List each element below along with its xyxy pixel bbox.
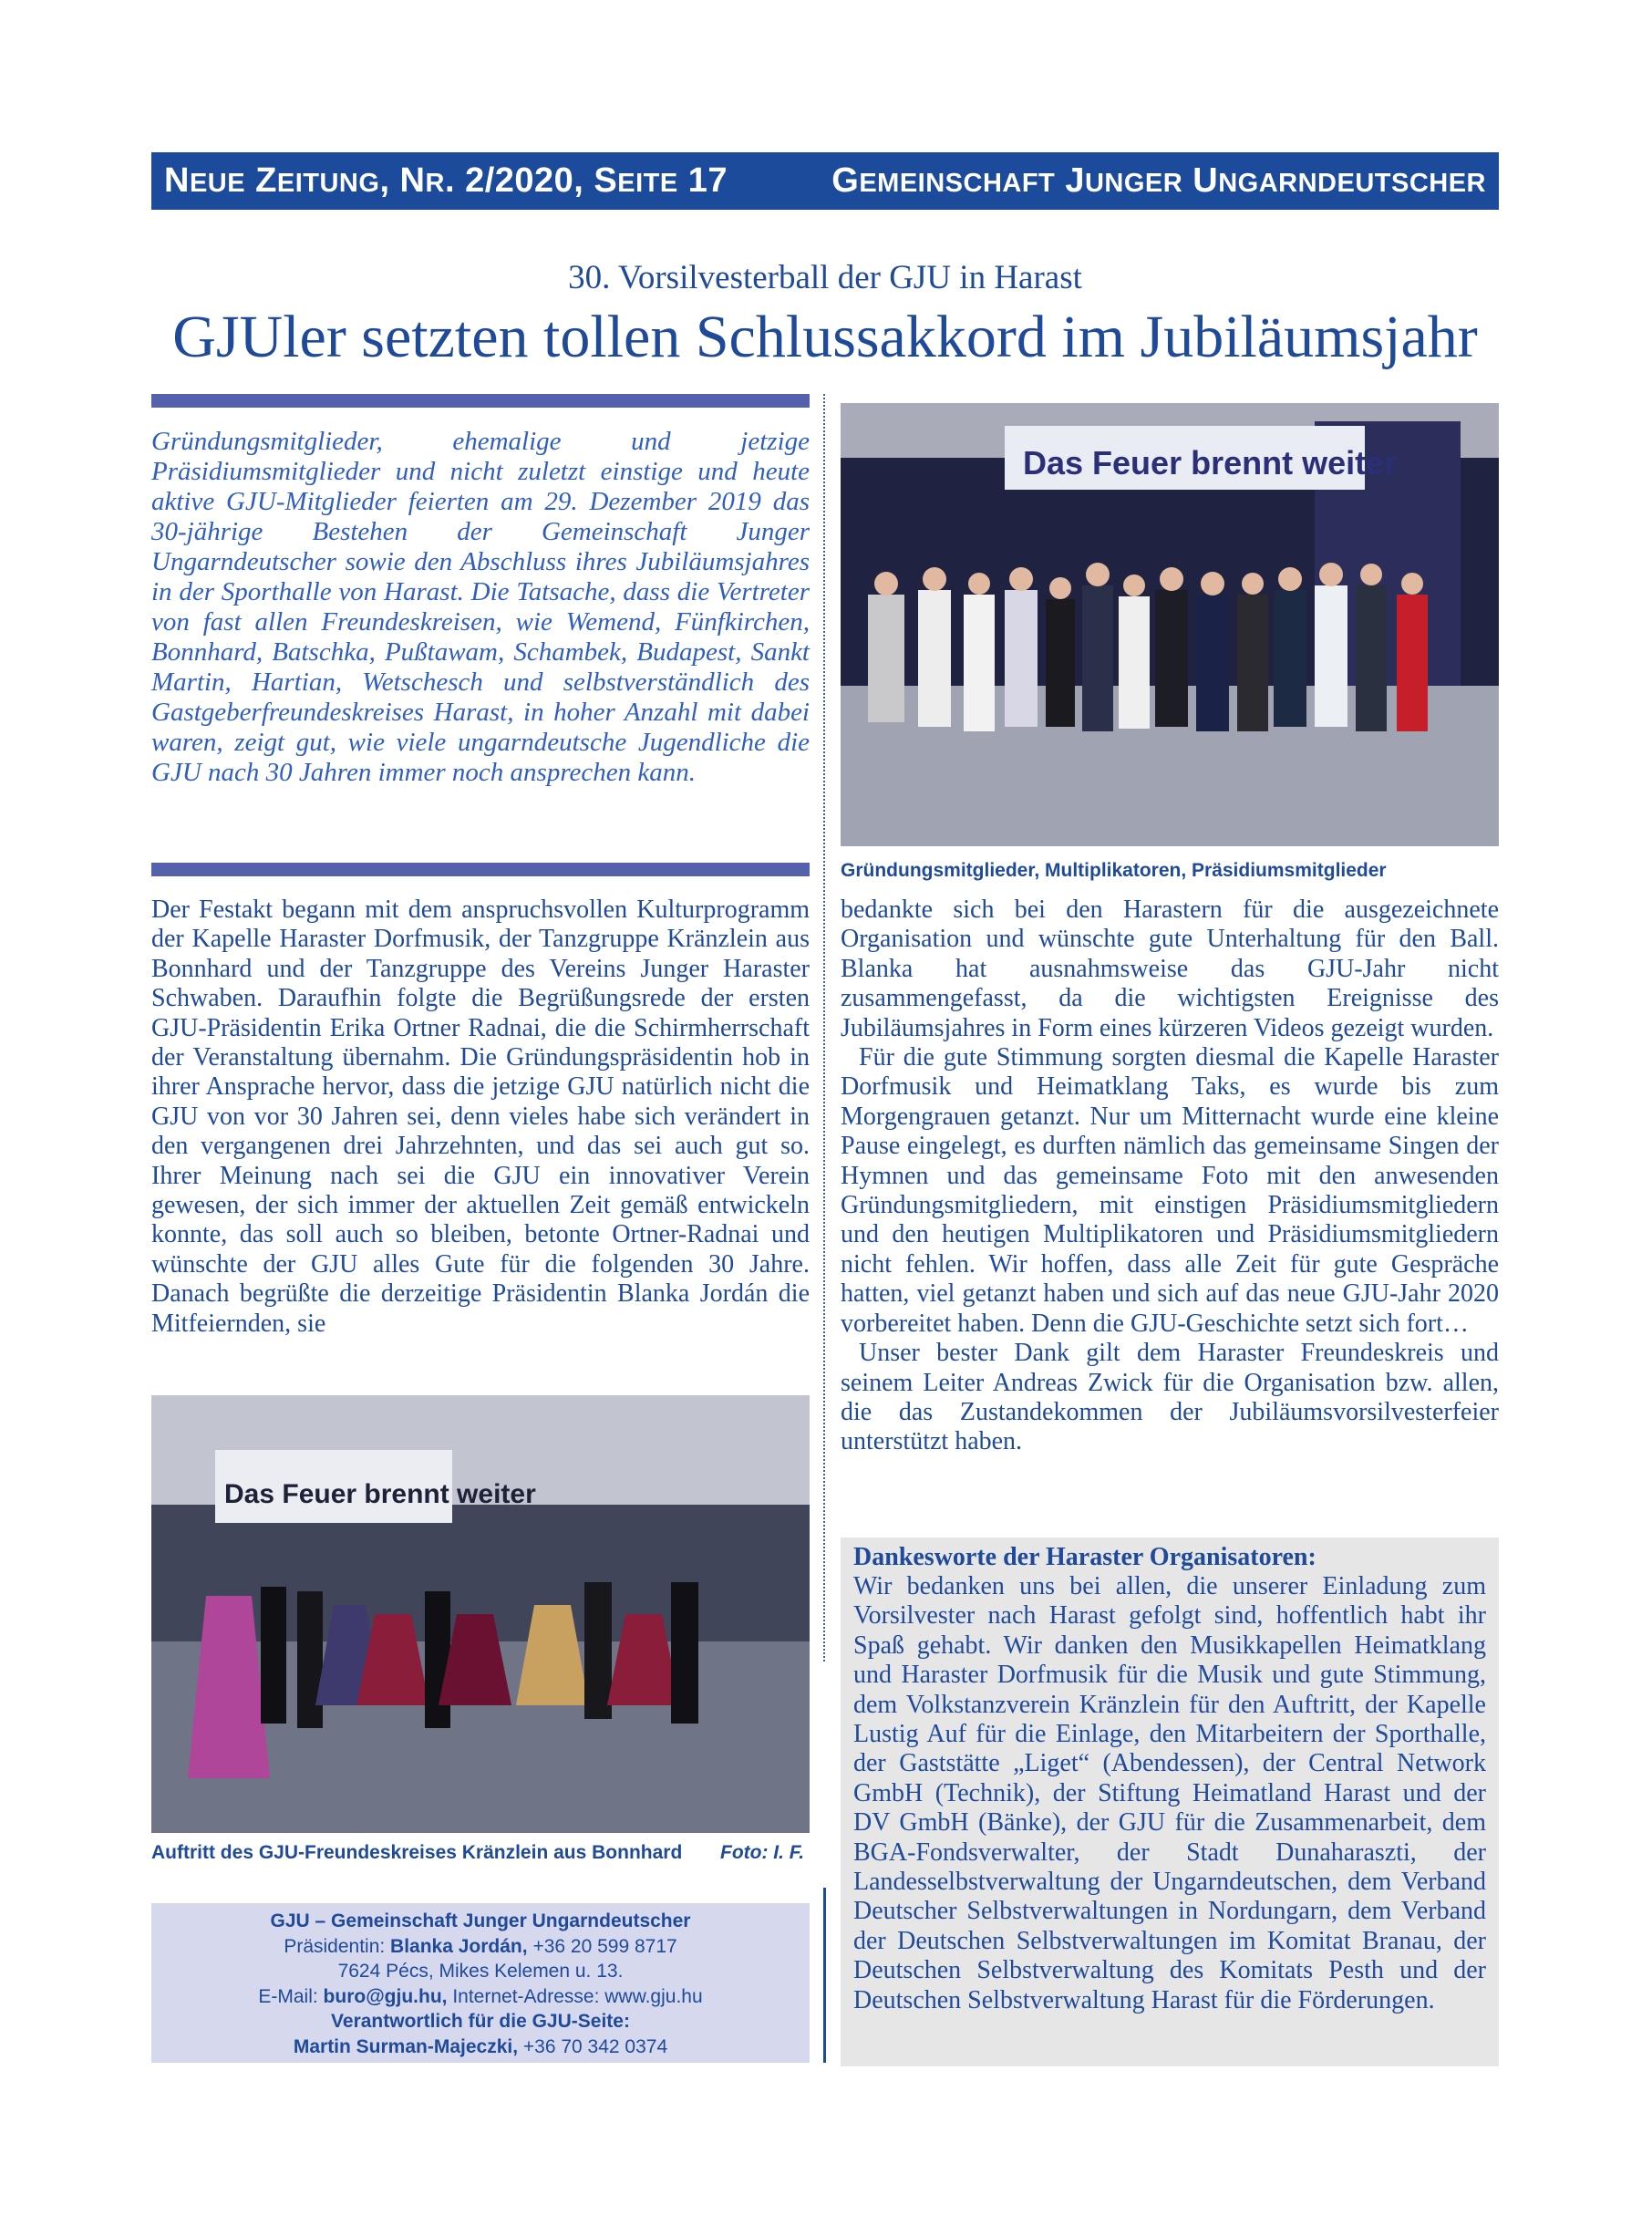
sc-small: NGARNDEUTSCHER [1218, 169, 1486, 198]
sc-letter: Z [245, 161, 277, 200]
article-kicker: 30. Vorsilvesterball der GJU in Harast [568, 259, 1082, 296]
contact-label: E-Mail: [258, 1985, 324, 2007]
sc-letter: . 2/2020, S [444, 161, 618, 200]
column-1-body [151, 896, 810, 1339]
group-photo-image [841, 403, 1499, 846]
contact-org-short: GJU [270, 1910, 310, 1931]
contact-phone: +36 70 342 0374 [518, 2035, 668, 2057]
thanks-title: Dankesworte der Haraster Organisatoren: [853, 1543, 1316, 1571]
sc-letter: 17 [677, 161, 728, 200]
article-headline: GJUler setzten tollen Schlussakkord im Jubiläumsjahr [172, 304, 1478, 370]
paragraph: bedankte sich bei den Harastern für die ausgezeichnete Organisation und wünschte gute Unterhaltung für den Ball. Blanka hat ausnahmsweise das GJU-Jahr nicht zusammengefasst, da die wichtigsten Ereignisse des Jubiläumsjahres in Form eines kürzeren Videos gezeigt wurden. [841, 896, 1499, 1042]
column-divider-lower [823, 1888, 826, 2063]
paragraph: Der Festakt begann mit dem anspruchsvollen Kulturprogramm der Kapelle Haraster Dorfmusik, der Tanzgruppe Kränzlein aus Bonnhard und der Tanzgruppe des Vereins Junger Haraster Schwaben. Daraufhin folgte die Begrüßungsrede der ersten GJU-Präsidentin Erika Ortner Radnai, die die Schirmherrschaft der Veranstaltung übernahm. Die Gründungspräsidentin hob in ihrer Ansprache hervor, dass die jetzige GJU natürlich nicht die GJU von vor 30 Jahren sei, denn vieles habe sich verändert in den vergangenen drei Jahrzehnten, und das sei auch gut so. Ihrer Meinung nach sei die GJU ein innovativer Verein gewesen, der sich immer der aktuellen Zeit gemäß entwickeln konnte, das soll auch so bleiben, betonte Ortner-Radnai und wünschte der GJU alles Gute für die folgenden 30 Jahre. Danach begrüßte die derzeitige Präsidentin Blanka Jordán die Mitfeiernden, sie [151, 896, 810, 1338]
paragraph: Für die gute Stimmung sorgten diesmal die Kapelle Haraster Dorfmusik und Heimatklang Taks, es wurde bis zum Morgengrauen getanzt. Nur um Mitternacht wurde eine kleine Pause eingelegt, es durften nämlich das gemeinsame Singen der Hymnen und das gemeinsame Foto mit den anwesenden Gründungsmitgliedern, mit einstigen Präsidiumsmitgliedern und den heutigen Multiplikatoren und Präsidiumsmitgliedern nicht fehlen. Wir hoffen, dass alle Zeit für gute Gespräche hatten, viel getanzt haben und sich auf das neue GJU-Jahr 2020 vorbereitet haben. Denn die GJU-Geschichte setzt sich fort… [841, 1043, 1499, 1338]
thanks-text: Wir bedanken uns bei allen, die unserer Einladung zum Vorsilvester nach Harast gefolgt sind, hoffentlich habt ihr Spaß gehabt. Wir danken den Musikkapellen Heimatklang und Haraster Dorfmusik für die Musik und gute Stimmung, dem Volkstanzverein Kränzlein für den Auftritt, der Kapelle Lustig Auf für die Einlage, den Mitarbeitern der Sporthalle, der Gaststätte „Liget“ (Abendessen), der Central Network GmbH (Technik), der Stiftung Heimatland Harast und der DV GmbH (Bänke), der GJU für die Zusammenarbeit, dem BGA-Fondsverwalter, der Stadt Dunaharaszti, der Landesselbstverwaltung der Ungarndeutschen, dem Verband Deutscher Selbstverwaltungen in Nordungarn, dem Verband der Deutschen Selbstverwaltungen im Komitat Branau, der Deutschen Selbstverwaltung des Komitats Pesth und der Deutschen Selbstverwaltung Harast für die Förderungen. [853, 1572, 1486, 2014]
section-title [831, 161, 1486, 201]
contact-name: Martin Surman-Majeczki, [293, 2035, 519, 2057]
sc-letter: G [831, 161, 860, 200]
sc-small: EITUNG [276, 169, 380, 198]
contact-email [151, 1984, 810, 2010]
dance-photo [151, 1395, 810, 1833]
group-photo-banner: Das Feuer brennt weiter [1023, 444, 1398, 481]
contact-box [151, 1903, 810, 2063]
article-intro: Gründungsmitglieder, ehemalige und jetzige Präsidiumsmitglieder und nicht zuletzt einstige und heute aktive GJU-Mitglieder feierten am 29. Dezember 2019 das 30-jährige Bestehen der Gemeinschaft Junger Ungarndeutscher sowie den Abschluss ihres Jubiläumsjahres in der Sporthalle von Harast. Die Tatsache, dass die Vertreter von fast allen Freundeskreisen, wie Wemend, Fünfkirchen, Bonnhard, Batschka, Pußtawam, Schambek, Budapest, Sankt Martin, Hartian, Wetschesch und selbstverständlich des Gastgeberfreundeskreises Harast, in hoher Anzahl mit dabei waren, zeigt gut, wie viele ungarndeutsche Jugendliche die GJU nach 30 Jahren immer noch ansprechen kann. [151, 427, 810, 787]
sc-letter: N [164, 161, 190, 200]
paragraph: Unser bester Dank gilt dem Haraster Freundeskreis und seinem Leiter Andreas Zwick für die Organisation bzw. allen, die das Zustandekommen der Jubiläumsvorsilvesterfeier unterstützt haben. [841, 1339, 1499, 1456]
contact-address: 7624 Pécs, Mikes Kelemen u. 13. [337, 1961, 624, 1982]
header-bar [151, 152, 1499, 210]
contact-org-full: – Gemeinschaft Junger Ungarndeutscher [309, 1910, 691, 1931]
dance-photo-banner: Das Feuer brennt weiter [224, 1479, 536, 1509]
email-link: buro@gju.hu, [323, 1985, 448, 2007]
contact-label: Präsidentin: [284, 1935, 391, 1957]
sc-small: EUE [189, 169, 246, 198]
sc-letter: , N [379, 161, 426, 200]
column-2-body [841, 896, 1499, 1457]
contact-responsible [151, 2034, 810, 2060]
column-divider [823, 394, 827, 1662]
sc-letter: U [1182, 161, 1219, 200]
website: Internet-Adresse: www.gju.hu [447, 1985, 703, 2007]
contact-name: Blanka Jordán, [390, 1935, 528, 1957]
group-photo-caption: Gründungsmitglieder, Multiplikatoren, Präsidiumsmitglieder [841, 860, 1387, 881]
dance-photo-image [151, 1395, 810, 1833]
publication-info [164, 161, 728, 201]
photo-credit: Foto: I. F. [720, 1842, 805, 1863]
sc-small: R [425, 169, 445, 198]
sc-letter: J [1055, 161, 1085, 200]
sc-small: EITE [617, 169, 678, 198]
group-photo [841, 403, 1499, 846]
dance-photo-caption: Auftritt des GJU-Freundeskreises Kränzlein aus Bonnhard [151, 1842, 683, 1863]
rule-top [151, 394, 810, 408]
contact-phone: +36 20 599 8717 [527, 1935, 677, 1957]
contact-president [151, 1934, 810, 1960]
sc-small: EMEINSCHAFT [859, 169, 1056, 198]
contact-org [151, 1909, 810, 1934]
rule-intro-bottom [151, 863, 810, 876]
contact-responsible-label: Verantwortlich für die GJU-Seite: [331, 2011, 630, 2032]
sc-small: UNGER [1084, 169, 1183, 198]
thanks-box [841, 1537, 1499, 2066]
